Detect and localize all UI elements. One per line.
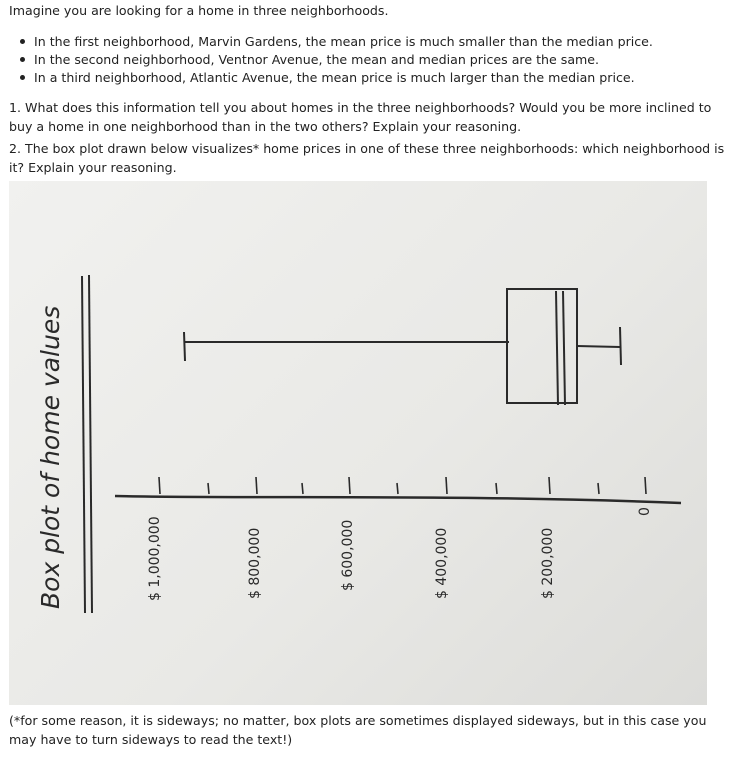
tick-label: $ 600,000 (340, 519, 356, 591)
list-item (34, 33, 653, 50)
box-plot-photo (9, 181, 707, 705)
intro-text: Imagine you are looking for a home in three neighborhoods. (9, 3, 389, 18)
footnote: (*for some reason, it is sideways; no matter, box plots are sometimes displayed sideways, but in this case you may have to turn sideways to read the text!) (9, 713, 707, 747)
list-item (34, 69, 635, 86)
axis-tick (159, 477, 160, 494)
axis-tick (397, 483, 398, 494)
axis-tick (645, 477, 646, 494)
tick-label: $ 200,000 (540, 527, 556, 599)
median-line (563, 291, 565, 405)
whisker-low (577, 346, 620, 347)
axis-tick (496, 483, 497, 494)
question-1: 1. What does this information tell you about homes in the three neighborhoods? Would you be more inclined to buy a home in one neighborhood than in the two others? Explain your reasoning. (9, 100, 712, 134)
tick-label: $ 1,000,000 (147, 516, 163, 601)
axis-tick (598, 483, 599, 494)
tick-label: 0 (637, 507, 653, 516)
tick-label: $ 400,000 (434, 527, 450, 599)
box-plot-drawing (9, 181, 707, 705)
axis-tick (208, 483, 209, 494)
list-item (34, 51, 599, 68)
axis-tick (302, 483, 303, 494)
axis-tick (256, 477, 257, 494)
tick-label: $ 800,000 (247, 527, 263, 599)
list-item-text: In a third neighborhood, Atlantic Avenue, the mean price is much larger than the median price. (34, 70, 635, 85)
whisker-high-cap (184, 332, 185, 361)
axis-tick (446, 477, 447, 494)
title-rule (82, 276, 85, 613)
list-item-text: In the first neighborhood, Marvin Gardens, the mean price is much smaller than the median price. (34, 34, 653, 49)
question-2: 2. The box plot drawn below visualizes* home prices in one of these three neighborhoods: which neighborhood is it? Explain your reasoning. (9, 141, 725, 175)
whisker-low-cap (620, 327, 621, 365)
bullet-icon (20, 57, 25, 62)
median-line (556, 291, 558, 405)
value-axis (115, 496, 681, 503)
axis-tick (549, 477, 550, 494)
bullet-icon (20, 75, 25, 80)
axis-tick (349, 477, 350, 494)
list-item-text: In the second neighborhood, Ventnor Avenue, the mean and median prices are the same. (34, 52, 600, 67)
chart-title: Box plot of home values (36, 305, 65, 609)
title-rule (89, 275, 92, 613)
box (507, 289, 577, 403)
bullet-icon (20, 39, 25, 44)
axis-ticks (159, 477, 646, 494)
